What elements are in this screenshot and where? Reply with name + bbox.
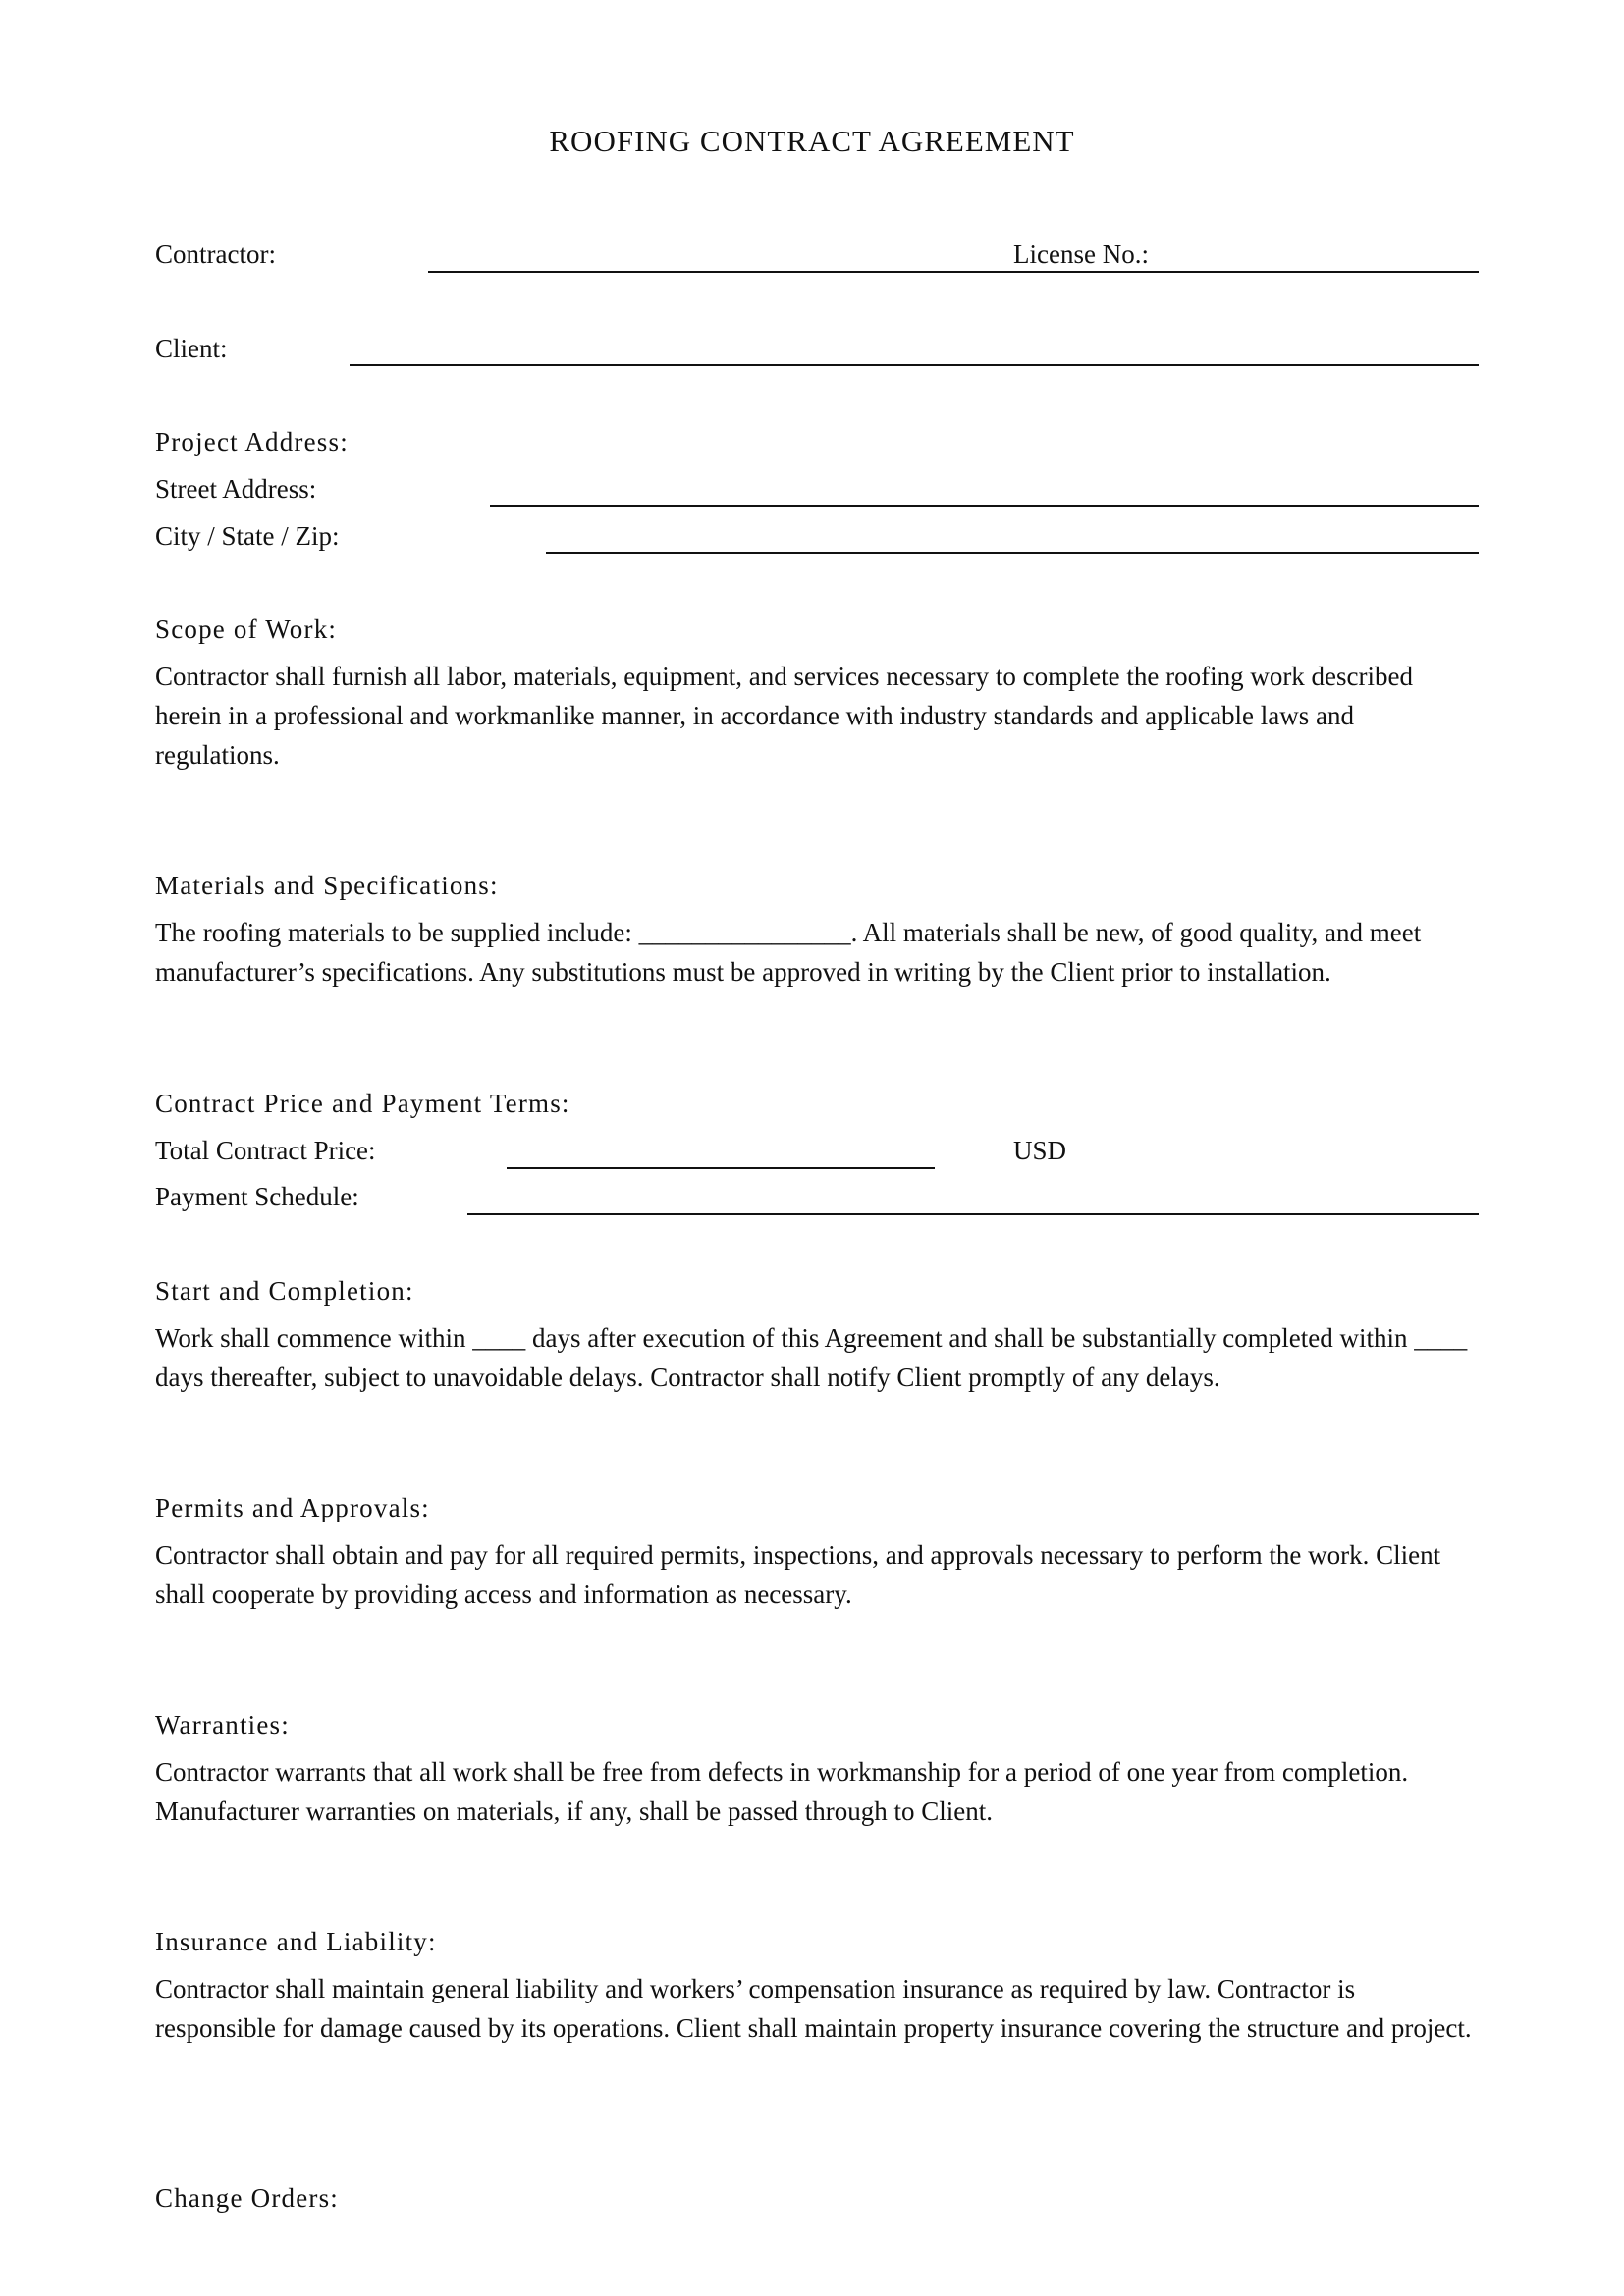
project-address-heading: Project Address: <box>155 427 349 456</box>
total-contract-price-field[interactable] <box>507 1167 935 1169</box>
payment-schedule-label: Payment Schedule: <box>155 1182 359 1211</box>
contractor-field[interactable] <box>428 271 1479 273</box>
permits-heading: Permits and Approvals: <box>155 1493 430 1522</box>
start-completion-heading: Start and Completion: <box>155 1276 414 1306</box>
insurance-heading: Insurance and Liability: <box>155 1927 437 1956</box>
change-orders-heading: Change Orders: <box>155 2183 340 2213</box>
street-address-label: Street Address: <box>155 474 317 504</box>
license-label: License No.: <box>1013 240 1149 269</box>
materials-heading: Materials and Specifications: <box>155 871 499 900</box>
insurance-text: Contractor shall maintain general liability and workers’ compensation insurance as required by law. Contractor is responsible for damage caused by its operations. Client shall maintain property insurance covering the structure and project. <box>155 1974 1472 2043</box>
scope-of-work-text: Contractor shall furnish all labor, materials, equipment, and services necessary to complete the roofing work described herein in a professional and workmanlike manner, in accordance with industry standards and applicable laws and regulations. <box>155 662 1414 770</box>
payment-schedule-field[interactable] <box>467 1213 1479 1215</box>
city-state-zip-field[interactable] <box>546 552 1479 554</box>
contractor-label: Contractor: <box>155 240 276 269</box>
client-label: Client: <box>155 334 228 363</box>
start-completion-text: Work shall commence within ____ days after execution of this Agreement and shall be substantially completed within ____ days thereafter, subject to unavoidable delays. Contractor shall notify Client promptly of any delays. <box>155 1323 1468 1392</box>
client-field[interactable] <box>350 364 1479 366</box>
contract-price-heading: Contract Price and Payment Terms: <box>155 1089 570 1118</box>
total-contract-price-label: Total Contract Price: <box>155 1136 376 1165</box>
warranties-heading: Warranties: <box>155 1710 290 1739</box>
document-title: ROOFING CONTRACT AGREEMENT <box>549 124 1075 158</box>
scope-of-work-heading: Scope of Work: <box>155 614 338 644</box>
materials-text: The roofing materials to be supplied include: ________________. All materials shall be new, of good quality, and meet manufacturer’s specifications. Any substitutions must be approved in writing by the Client prior to installation. <box>155 918 1422 987</box>
street-address-field[interactable] <box>490 505 1479 507</box>
warranties-text: Contractor warrants that all work shall be free from defects in workmanship for a period of one year from completion. Manufacturer warranties on materials, if any, shall be passed through to Client. <box>155 1757 1409 1826</box>
city-state-zip-label: City / State / Zip: <box>155 521 340 551</box>
currency-label: USD <box>1013 1136 1067 1165</box>
permits-text: Contractor shall obtain and pay for all required permits, inspections, and approvals necessary to perform the work. Client shall cooperate by providing access and information as necessary. <box>155 1540 1441 1609</box>
